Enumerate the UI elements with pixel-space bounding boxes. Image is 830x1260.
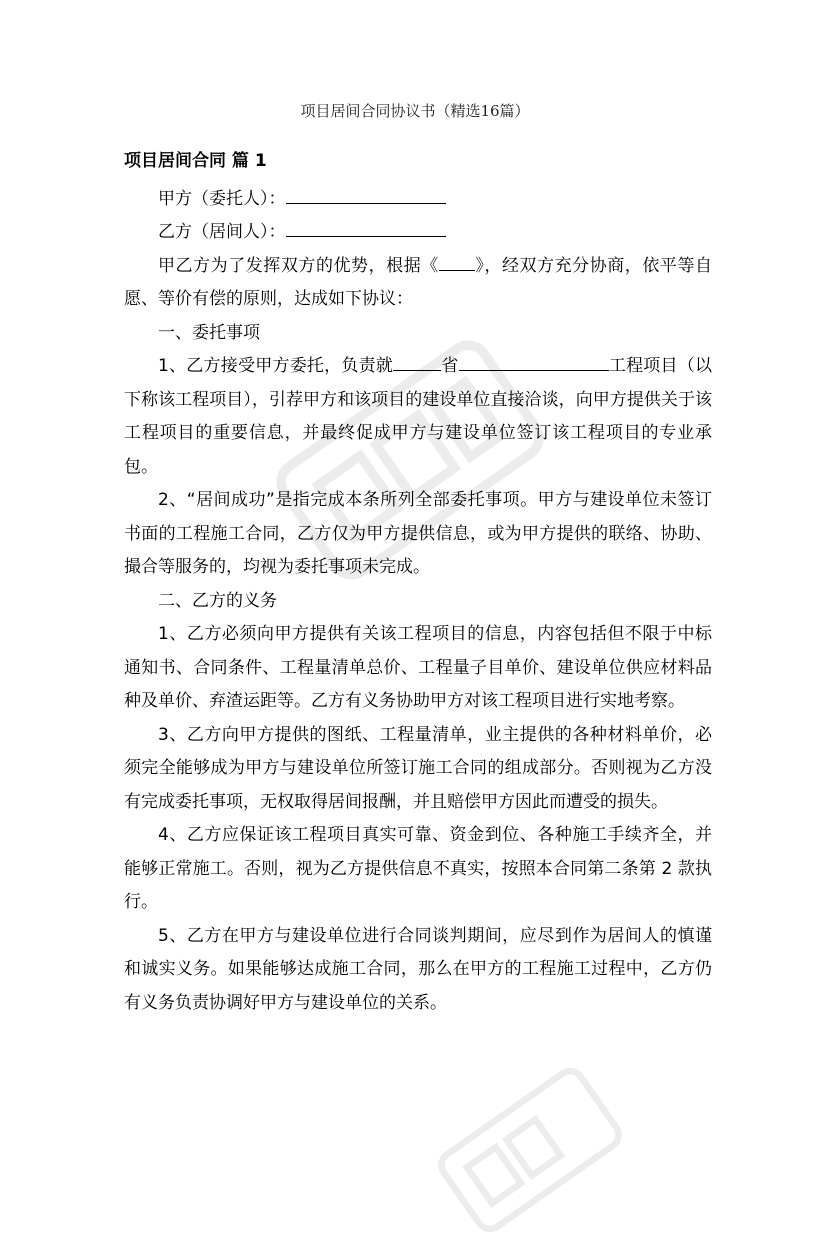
intro-text-2: 》，经双方充分协商，依平等自愿、等价有偿的原则，达成如下协议： xyxy=(124,255,713,309)
document-body xyxy=(124,145,712,1020)
watermark-logo-icon xyxy=(420,1040,640,1260)
clause-1-1-text-b: 省 xyxy=(441,356,459,376)
clause-1-2: 2、“居间成功”是指完成本条所列全部委托事项。甲方与建设单位未签订书面的工程施工合同，乙方仅为甲方提供信息，或为甲方提供的联络、协助、撮合等服务的，均视为委托事项未完成。 xyxy=(124,490,712,577)
intro-text-1: 甲乙方为了发挥双方的优势，根据《 xyxy=(158,255,439,276)
heading-entrusted-matters: 一、委托事项 xyxy=(158,322,260,343)
clause-2-4: 4、乙方应保证该工程项目真实可靠、资金到位、各种施工手续齐全，并能够正常施工。否则，视为乙方提供信息不真实，按照本合同第二条第 2 款执行。 xyxy=(124,825,712,912)
party-b-line xyxy=(124,216,712,250)
project-name-blank xyxy=(459,352,609,371)
clause-2-3: 3、乙方向甲方提供的图纸、工程量清单，业主提供的各种材料单价，必须完全能够成为甲方与建设单位所签订施工合同的组成部分。否则视为乙方没有完成委托事项，无权取得居间报酬，并且赔偿甲方因此而遭受的损失。 xyxy=(124,724,712,812)
heading-party-b-obligations: 二、乙方的义务 xyxy=(158,590,277,611)
clause-1-1 xyxy=(124,350,712,484)
section-title: 项目居间合同 篇 1 xyxy=(124,151,267,171)
party-a-blank xyxy=(286,185,446,204)
province-blank xyxy=(393,352,441,371)
party-a-line xyxy=(124,183,712,217)
party-b-label: 乙方（居间人）： xyxy=(158,222,286,242)
clause-1-1-text-c: 工程项目（以下称该工程项目），引荐甲方和该项目的建设单位直接洽谈，向甲方提供关于该工程项目的重要信息，并最终促成甲方与建设单位签订该工程项目的专业承包。 xyxy=(124,356,713,477)
intro-paragraph xyxy=(124,250,712,317)
party-a-label: 甲方（委托人）： xyxy=(158,188,286,209)
clause-1-1-text-a: 1、乙方接受甲方委托，负责就 xyxy=(158,356,394,376)
party-b-blank xyxy=(286,218,446,237)
document-title: 项目居间合同协议书（精选16篇） xyxy=(300,102,530,120)
clause-2-5: 5、乙方在甲方与建设单位进行合同谈判期间，应尽到作为居间人的慎谨和诚实义务。如果能够达成施工合同，那么在甲方的工程施工过程中，乙方仍有义务负责协调好甲方与建设单位的关系。 xyxy=(124,925,712,1013)
clause-2-1: 1、乙方必须向甲方提供有关该工程项目的信息，内容包括但不限于中标通知书、合同条件、工程量清单总价、工程量子目单价、建设单位供应材料品种及单价、弃渣运距等。乙方有义务协助甲方对该工程项目进行实地考察。 xyxy=(124,624,712,711)
law-name-blank xyxy=(439,252,475,271)
